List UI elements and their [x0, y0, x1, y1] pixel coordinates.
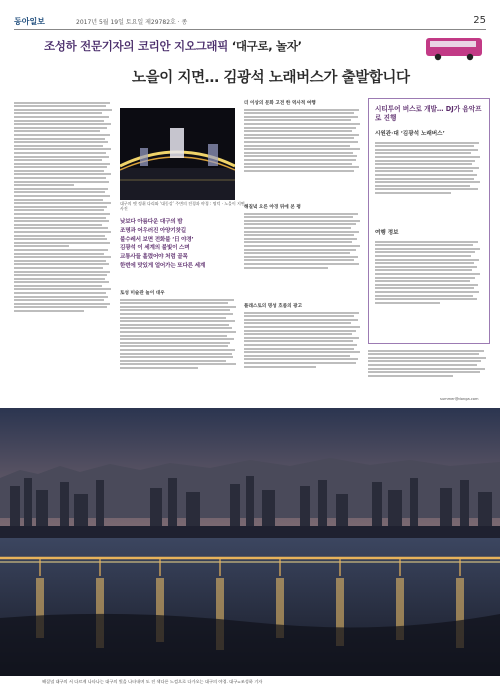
series-title-suffix: ‘대구로, 놀자’ [231, 39, 302, 53]
masthead [14, 16, 486, 30]
right-subhead-3: 플래스토의 명성 흐름의 광고 [244, 304, 303, 309]
body-text-column-3 [244, 107, 364, 199]
sidebar-box-section-heading: 여행 정보 [375, 230, 399, 236]
inset-photo-caption: 대구의 옛 정취 다리와 ‘대동강’ 주변의 전경과 야경 : 명덕 · 노을이 지면 사진 [120, 201, 245, 212]
right-subhead-1: 더 이상의 문화 고전 한 역사적 여행 [244, 101, 316, 106]
photo-caption: 해질녘 대구의 서 다르게 나타나는 대구의 빛을 나타내며 도 진 색다른 느낌으로 다가오는 대구의 야경. 대구=조성하 기자 [42, 679, 263, 684]
body-text-column-5 [244, 310, 364, 400]
page-number: 25 [473, 15, 486, 26]
pull-quote-line: 낮보다 아름다운 대구의 밤 [120, 219, 183, 225]
body-text-column-2 [120, 297, 240, 400]
sidebar-box-section-heading: 시원관·대 ‘김광석 노래버스’ [375, 131, 445, 137]
newspaper-brand: 동아일보 [14, 17, 45, 26]
series-header [14, 34, 486, 56]
sidebar-info-box [368, 98, 490, 344]
series-title [44, 38, 302, 54]
sidebar-box-text-2 [375, 239, 483, 339]
right-subhead-2: 해질녘 오른 야경 뒤에 본 평 [244, 205, 301, 210]
sidebar-box-text-1 [375, 140, 483, 222]
pull-quote [120, 218, 240, 271]
city-night-panorama-photo [0, 408, 500, 676]
reporter-email: summer@donga.com [440, 397, 479, 401]
body-text-column-1 [14, 100, 114, 400]
panorama-illustration [0, 408, 500, 676]
body-text-column-4 [244, 211, 364, 299]
inset-photo-illustration [120, 108, 235, 200]
middle-subhead: 토성 미술관 놀이 대우 [120, 291, 165, 296]
night-bridge-inset-photo [120, 108, 235, 200]
tour-bus-icon [424, 34, 486, 62]
pull-quote-line: 조명과 어우러진 아양기찻길 [120, 227, 186, 234]
pull-quote-line: 불수레서 보면 전화불 ‘日 야경’ [120, 236, 194, 243]
series-title-prefix: 조성하 전문기자의 코리안 지오그래픽 [44, 39, 229, 53]
pull-quote-line: 한번에 맛있게 얼어가는 또다른 세계 [120, 262, 206, 269]
page-headline: 노을이 지면… 김광석 노래버스가 출발합니다 [132, 70, 410, 86]
pull-quote-line: 김광석 이 세계의 불빛이 스며 [120, 245, 190, 252]
body-text-column-6 [368, 348, 490, 398]
sidebar-box-title: 시티투어 버스로 개발… DJ가 음악프로 진행 [375, 105, 482, 122]
pull-quote-line: 교통사들 흘렸어야 처럼 골목 [120, 254, 188, 261]
issue-meta: 2017년 5월 19일 토요일 제29782호 · 종 [76, 19, 188, 26]
